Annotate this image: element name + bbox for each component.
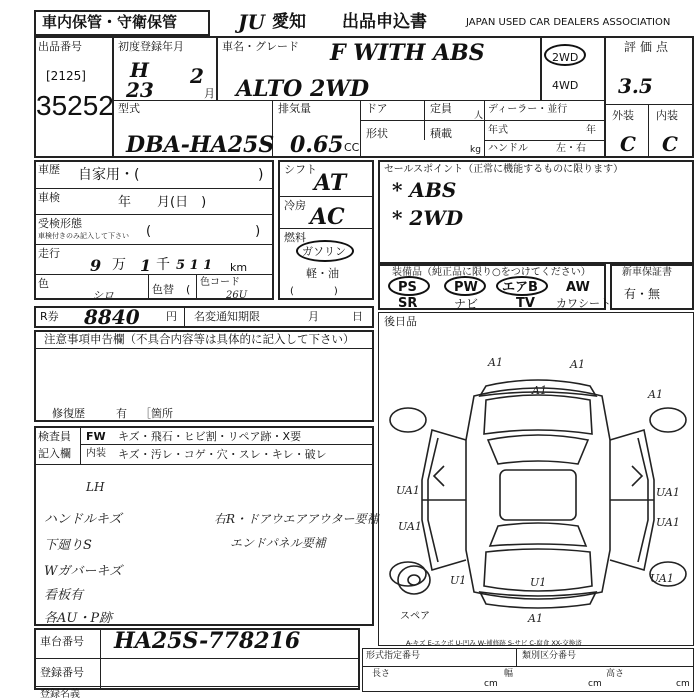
type-value: DBA-HA25S: [126, 132, 275, 158]
color-code-value: 26U: [226, 290, 248, 301]
exterior-value: C: [620, 132, 636, 156]
length-unit: cm: [484, 679, 498, 689]
org-name-jp: 愛知: [272, 12, 306, 32]
dealer-label: ディーラー・並行: [488, 104, 568, 115]
length-label: 長さ: [372, 669, 391, 679]
equip-aw: AW: [566, 280, 590, 295]
inspection-label: 車検: [38, 191, 60, 204]
fuel-gasoline-circle: [296, 240, 354, 262]
damage-mark-5: UA1: [396, 484, 420, 497]
diagram-legend: A-キズ E-エクボ U-凹み W-補修跡 S-サビ C-腐食 XX-交換済: [406, 639, 582, 647]
fuel-diesel: 軽・油: [306, 267, 339, 280]
hw-note-3: Wガバーキズ: [44, 564, 123, 579]
displacement-value: 0.65: [290, 132, 344, 158]
acceptance-label: 受検形態: [38, 217, 82, 230]
reg-number-label: 登録番号: [40, 666, 84, 679]
damage-mark-9: U1: [450, 574, 467, 587]
recycle-amount: 8840: [84, 305, 140, 329]
aircon-value: AC: [310, 204, 345, 230]
opt-4wd: 4WD: [552, 79, 579, 92]
repair-value: 有: [116, 407, 127, 420]
inspection-value: 年 月(日 ): [118, 195, 207, 210]
repair-place: ［箇所: [140, 407, 173, 420]
history-label: 車歴: [38, 163, 60, 176]
hw-note-5: 各AU・P跡: [44, 611, 113, 626]
displacement-label: 排気量: [278, 102, 311, 115]
damage-mark-10: U1: [530, 576, 547, 589]
handle-options: 左・右: [556, 143, 586, 154]
interior-value: C: [662, 132, 678, 156]
repaint-paren: (: [186, 283, 191, 296]
shift-value: AT: [314, 170, 347, 196]
shape-label: 形状: [366, 127, 388, 140]
reg-owner-label: 登録名義: [40, 689, 80, 700]
load-label: 積載: [430, 127, 452, 140]
aircon-label: 冷房: [284, 199, 306, 212]
equip-sr: SR: [398, 296, 418, 311]
warranty-value: 有・無: [624, 287, 661, 301]
history-close: ): [258, 167, 264, 183]
hw-lh: LH: [86, 480, 105, 494]
registration-year: 23: [126, 78, 154, 102]
type-cert-label: 形式指定番号: [366, 651, 421, 661]
model-grade: F WITH ABS: [330, 40, 485, 66]
inspector-row1-tag: FW: [86, 430, 106, 443]
recycle-label: R券: [40, 310, 59, 323]
inspector-label-2: 記入欄: [38, 447, 71, 460]
damage-mark-1: A1: [488, 356, 503, 369]
history-value: 自家用・(: [78, 167, 140, 183]
handle-label: ハンドル: [488, 143, 528, 154]
warranty-label: 新車保証書: [622, 267, 672, 278]
model-year-label: 年式: [488, 125, 508, 136]
equipment-label: 装備品（純正品に限り○をつけてください）: [392, 267, 591, 278]
equip-airbag: エアB: [502, 280, 538, 295]
equip-tv: TV: [516, 296, 535, 311]
color-label: 色: [38, 277, 49, 290]
acceptance-value: ( ): [146, 224, 261, 239]
height-label: 高さ: [606, 669, 625, 679]
registration-label: 初度登録年月: [118, 40, 184, 53]
acceptance-note: 車検付きのみ記入して下さい: [38, 232, 129, 240]
model-label: 車名・グレード: [222, 40, 299, 53]
registration-month-unit: 月: [204, 87, 215, 100]
equip-pw: PW: [454, 280, 478, 295]
damage-mark-8: UA1: [656, 516, 680, 529]
lot-sub-number: [2125]: [46, 69, 86, 83]
exterior-label: 外装: [612, 109, 634, 122]
equip-cassette: カワシート: [556, 297, 611, 310]
equip-pw-circle: [444, 276, 486, 296]
org-name-en: JAPAN USED CAR DEALERS ASSOCIATION: [466, 17, 671, 28]
notice-label: 名変通知期限: [194, 310, 260, 323]
equip-airbag-circle: [496, 276, 548, 296]
recycle-yen: 円: [166, 310, 177, 323]
damage-mark-3: A1: [532, 384, 547, 397]
form-title: 出品申込書: [342, 12, 427, 32]
year-unit: 年: [586, 125, 596, 136]
mileage-rest: 5 1 1: [176, 258, 213, 273]
sales-point-line1: * ABS: [392, 178, 457, 202]
chassis-label: 車台番号: [40, 635, 84, 648]
cc-unit: CC: [344, 141, 360, 154]
capacity-label: 定員: [430, 102, 452, 115]
width-label: 幅: [504, 669, 514, 679]
equip-ps: PS: [398, 280, 417, 295]
registration-era: H: [130, 58, 149, 82]
model-name: ALTO 2WD: [236, 76, 370, 102]
opt-2wd: 2WD: [552, 51, 579, 64]
height-unit: cm: [676, 679, 690, 689]
load-unit: kg: [470, 145, 481, 155]
score-value: 3.5: [618, 74, 653, 98]
notice-month: 月: [308, 310, 319, 323]
equip-navi: ナビ: [454, 297, 479, 311]
interior-label: 内装: [656, 109, 678, 122]
mileage-unit: km: [230, 261, 248, 274]
sales-point-line2: * 2WD: [392, 206, 464, 230]
door-label: ドア: [366, 102, 388, 115]
damage-mark-7: UA1: [656, 486, 680, 499]
lot-label: 出品番号: [38, 40, 82, 53]
hw-note-1: ハンドルキズ: [44, 512, 122, 527]
hw-note-2: 下廻りS: [44, 538, 92, 553]
inspector-label-1: 検査員: [38, 430, 71, 443]
hw-note-7: エンドパネル要補: [230, 536, 326, 550]
type-label: 型式: [118, 102, 140, 115]
mileage-num1: 9: [90, 256, 102, 275]
color-value: シロ: [92, 289, 114, 302]
mileage-num2: 1: [140, 256, 152, 275]
chassis-value: HA25S-778216: [114, 628, 301, 654]
damage-mark-6: UA1: [398, 520, 422, 533]
color-code-label: 色コード: [200, 277, 240, 288]
fuel-label: 燃料: [284, 231, 306, 244]
shift-label: シフト: [284, 163, 317, 176]
inspector-row1: キズ・飛石・ヒビ割・リペア跡・X要: [118, 430, 302, 443]
registration-month: 2: [190, 64, 204, 88]
hw-note-4: 看板有: [44, 588, 84, 603]
class-label: 類別区分番号: [522, 651, 577, 661]
inspector-row2: キズ・汚レ・コゲ・穴・スレ・キレ・破レ: [118, 448, 327, 461]
ju-logo: JU: [238, 10, 265, 34]
notes-header: 注意事項申告欄（不具合内容等は具体的に記入して下さい）: [44, 332, 355, 346]
storage-label: 車内保管・守衛保管: [42, 13, 178, 31]
score-label: 評価点: [624, 40, 673, 54]
spare-label: スペア: [400, 611, 430, 622]
repaint-label: 色替: [152, 283, 174, 296]
mileage-man: 万: [112, 257, 126, 273]
mileage-label: 走行: [38, 247, 60, 260]
damage-mark-11: UA1: [650, 572, 674, 585]
diagram-label: 後日品: [384, 315, 417, 328]
notice-day: 日: [352, 310, 363, 323]
mileage-sen: 千: [156, 257, 170, 273]
capacity-unit: 人: [474, 111, 484, 121]
damage-mark-12: A1: [528, 612, 543, 625]
lot-number: 35252: [36, 90, 114, 121]
hw-note-6: 右R・ドアウエアアウター要補: [214, 512, 379, 526]
width-unit: cm: [588, 679, 602, 689]
damage-mark-4: A1: [648, 388, 663, 401]
repair-label: 修復歴: [52, 407, 85, 420]
inspector-row2-tag: 内装: [86, 448, 106, 459]
sales-point-label: セールスポイント（正常に機能するものに限ります）: [384, 164, 624, 175]
fuel-paren: ( ): [290, 286, 338, 297]
damage-mark-2: A1: [570, 358, 585, 371]
equip-ps-circle: [388, 276, 430, 296]
opt-2wd-circle: [544, 44, 586, 66]
fuel-gasoline: ガソリン: [302, 245, 346, 258]
